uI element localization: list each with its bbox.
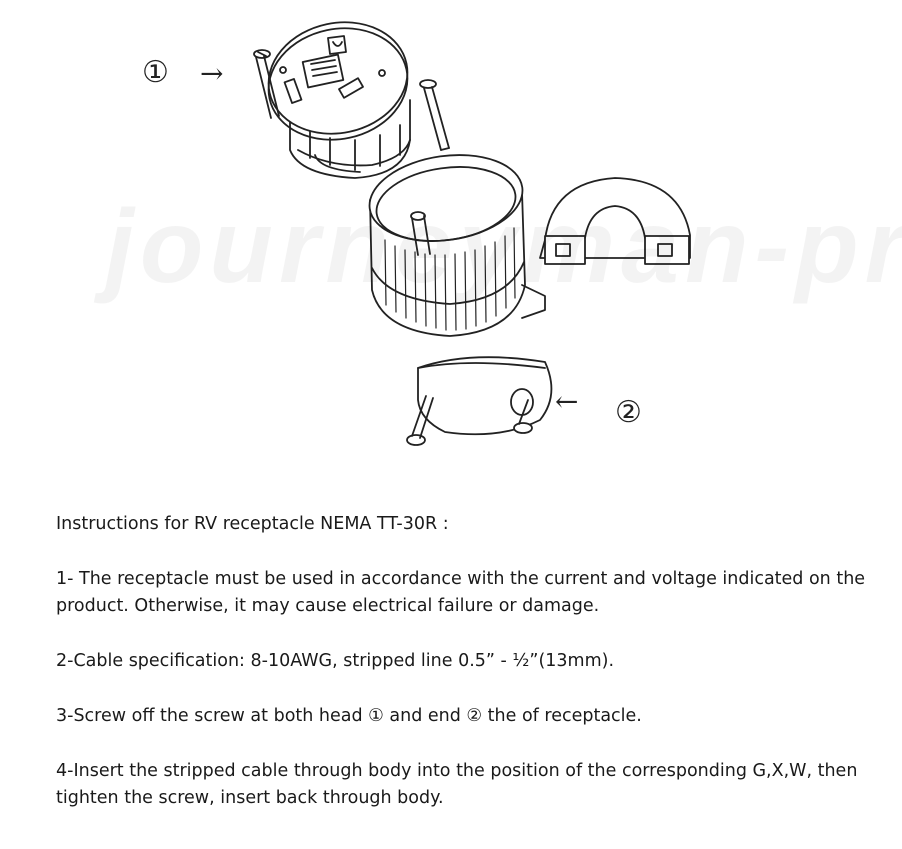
receptacle-head-part	[258, 10, 418, 178]
instructions-title: Instructions for RV receptacle NEMA TT-30R :	[56, 514, 449, 534]
callout-2-label: ②	[615, 395, 642, 430]
callout-1-label: ①	[142, 55, 169, 90]
end-cap-part	[418, 357, 551, 434]
instruction-step-1: 1- The receptacle must be used in accordance with the current and voltage indicated on the product. Otherwise, it may cause electrical failure or damage.	[56, 569, 866, 616]
watermark-text	[105, 188, 902, 307]
callout-2-arrow: ←	[555, 385, 579, 418]
callout-1-arrow: →	[200, 57, 224, 90]
instruction-step-4: 4-Insert the stripped cable through body into the position of the corresponding G,X,W, then tighten the screw, insert back through body.	[56, 761, 858, 808]
instruction-step-2: 2-Cable specification: 8-10AWG, stripped line 0.5” - ½”(13mm).	[56, 651, 615, 671]
instruction-step-3: 3-Screw off the screw at both head ① and end ② the of receptacle.	[56, 706, 642, 726]
instructions-text-block	[56, 511, 886, 812]
head-screw-right	[420, 80, 449, 150]
